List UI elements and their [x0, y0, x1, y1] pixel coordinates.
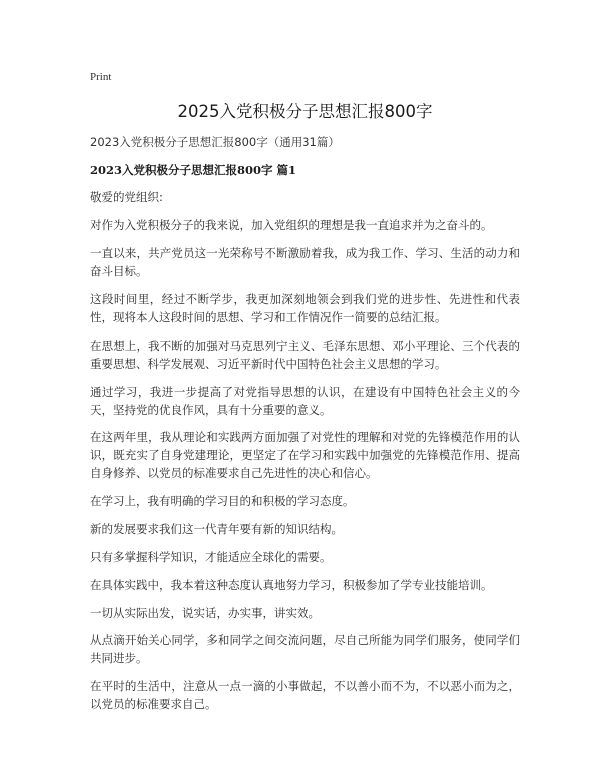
paragraph: 新的发展要求我们这一代青年要有新的知识结构。 [90, 522, 343, 536]
document-title: 2025入党积极分子思想汇报800字 [177, 102, 433, 121]
paragraph: 通过学习，我进一步提高了对党指导思想的认识，在建设有中国特色社会主义的今天，坚持党的优良作风，具有十分重要的意义。 [90, 385, 520, 417]
paragraph: 在平时的生活中，注意从一点一滴的小事做起，不以善小而不为，不以恶小而为之，以党员的标准要求自己。 [90, 679, 520, 711]
salutation: 敬爱的党组织: [90, 190, 163, 204]
paragraph: 在思想上，我不断的加强对马克思列宁主义、毛泽东思想、邓小平理论、三个代表的重要思想、科学发展观、习近平新时代中国特色社会主义思想的学习。 [90, 339, 520, 371]
print-link[interactable]: Print [90, 71, 112, 83]
document-subtitle: 2023入党积极分子思想汇报800字（通用31篇） [90, 135, 340, 149]
paragraph: 这段时间里，经过不断学步，我更加深刻地领会到我们党的进步性、先进性和代表性，现将本人这段时间的思想、学习和工作情况作一简要的总结汇报。 [90, 292, 520, 324]
paragraph: 对作为入党积极分子的我来说，加入党组织的理想是我一直追求并为之奋斗的。 [90, 218, 493, 232]
paragraph: 只有多掌握科学知识，才能适应全球化的需要。 [90, 550, 332, 564]
paragraph: 在这两年里，我从理论和实践两方面加强了对党性的理解和对党的先锋模范作用的认识，既充实了自身党建理论，更坚定了在学习和实践中加强党的先锋模范作用、提高自身修养、以党员的标准要求自己先进性的决心和信心。 [90, 430, 520, 480]
paragraph: 在具体实践中，我本着这种态度认真地努力学习，积极参加了学专业技能培训。 [90, 578, 493, 592]
paragraph: 在学习上，我有明确的学习目的和积极的学习态度。 [90, 494, 355, 508]
paragraph: 一切从实际出发，说实话，办实事，讲实效。 [90, 606, 320, 620]
section-heading: 2023入党积极分子思想汇报800字 篇1 [90, 163, 297, 177]
paragraph: 一直以来，共产党员这一光荣称号不断激励着我，成为我工作、学习、生活的动力和奋斗目标。 [90, 246, 520, 278]
paragraph: 从点滴开始关心同学，多和同学之间交流问题，尽自己所能为同学们服务，使同学们共同进步。 [90, 633, 520, 665]
